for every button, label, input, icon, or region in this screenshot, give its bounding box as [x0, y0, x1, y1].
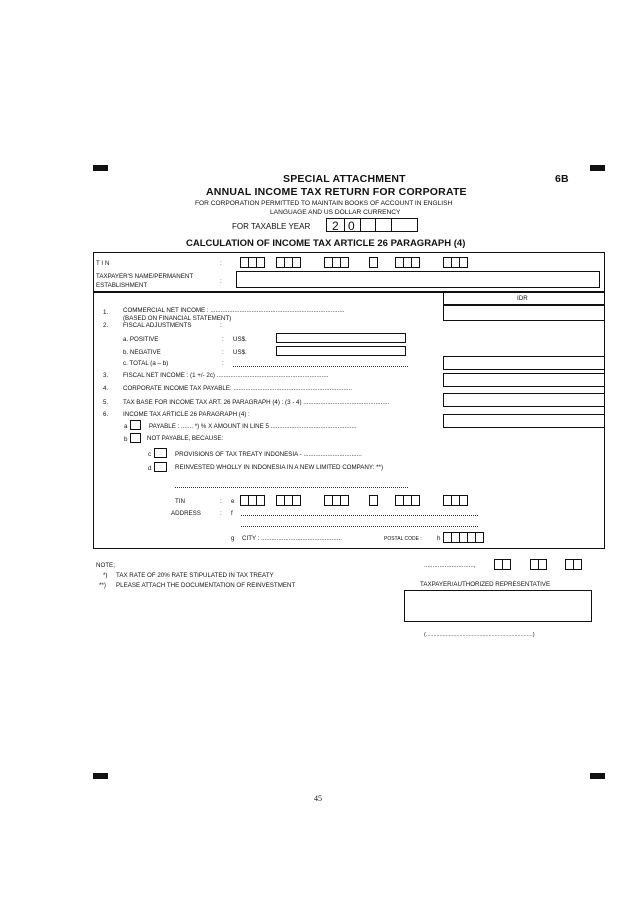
tin-cells[interactable]	[395, 257, 419, 268]
note-2-mark: **)	[99, 582, 106, 589]
company-tin-cells[interactable]	[443, 495, 467, 506]
negative-currency: US$.	[233, 349, 247, 356]
letter-g: g	[231, 535, 235, 542]
name-colon: :	[220, 278, 222, 285]
currency-header: IDR	[517, 295, 528, 302]
option-c-checkbox[interactable]	[154, 448, 167, 458]
year-digit-2: 0	[348, 219, 355, 233]
company-address-colon: :	[220, 510, 222, 517]
positive-currency: US$.	[233, 336, 247, 343]
tin-label: T I N	[96, 260, 110, 267]
negative-colon: :	[222, 349, 224, 356]
tax-base-label: TAX BASE FOR INCOME TAX ART. 26 PARAGRAPH (4) : (3 - 4) ..................................................	[123, 399, 390, 406]
fiscal-net-income-label: FISCAL NET INCOME : (1 +/- 2c) .................................................................	[123, 372, 329, 379]
note-2-text: PLEASE ATTACH THE DOCUMENTATION OF REINVESTMENT	[116, 582, 296, 589]
address-dotted-line-2	[241, 526, 478, 527]
form-note-line-1: FOR CORPORATION PERMITTED TO MAINTAIN BOOKS OF ACCOUNT IN ENGLISH	[195, 200, 453, 207]
tin-cells[interactable]	[369, 257, 377, 268]
item-number-5: 5.	[103, 399, 109, 406]
tin-cells[interactable]	[324, 257, 348, 268]
company-tin-cells[interactable]	[369, 495, 377, 506]
item-number-6: 6.	[103, 411, 109, 418]
form-subtitle: ANNUAL INCOME TAX RETURN FOR CORPORATE	[206, 186, 467, 198]
company-tin-cells[interactable]	[395, 495, 419, 506]
city-label: CITY : ...............................................	[242, 535, 342, 542]
postal-code-cells[interactable]	[443, 532, 483, 543]
positive-colon: :	[222, 336, 224, 343]
note-1-mark: *)	[103, 572, 108, 579]
note-heading: NOTE;	[96, 562, 115, 569]
option-b-letter: b	[124, 436, 128, 443]
article-26-label: INCOME TAX ARTICLE 26 PARAGRAPH (4) :	[123, 411, 250, 418]
item-number-1: 1.	[103, 309, 109, 316]
year-digit-1: 2	[332, 219, 339, 233]
company-name-dotted-line	[175, 487, 408, 488]
registration-mark-top-left	[93, 165, 108, 171]
commercial-net-income-label: COMMERCIAL NET INCOME : ..............................................................................	[123, 307, 345, 314]
option-d-checkbox[interactable]	[154, 462, 167, 472]
positive-amount-field[interactable]	[276, 333, 406, 343]
tin-cells[interactable]	[276, 257, 300, 268]
option-a-letter: a	[124, 423, 128, 430]
fiscal-adjustments-colon: :	[220, 322, 222, 329]
note-1-text: TAX RATE OF 20% RATE STIPULATED IN TAX TREATY	[116, 572, 274, 579]
registration-mark-bottom-left	[93, 773, 108, 779]
negative-label: b. NEGATIVE	[123, 349, 161, 356]
page-number: 45	[314, 794, 322, 803]
letter-e: e	[231, 498, 235, 505]
amount-field-1[interactable]	[443, 305, 605, 321]
positive-label: a. POSITIVE	[123, 336, 159, 343]
option-d-letter: d	[148, 465, 152, 472]
tin-cells[interactable]	[443, 257, 467, 268]
total-label: c. TOTAL (a – b)	[123, 360, 169, 367]
address-dotted-line-1	[241, 515, 478, 516]
form-title: SPECIAL ATTACHMENT	[283, 173, 406, 185]
company-address-label: ADDRESS	[171, 510, 201, 517]
company-tin-cells[interactable]	[276, 495, 300, 506]
taxable-year-field[interactable]	[326, 218, 418, 232]
payable-label: PAYABLE : ....... *) % X AMOUNT IN LINE 5 ..................................................	[149, 423, 357, 430]
postal-code-label: POSTAL CODE :	[384, 536, 422, 542]
not-payable-label: NOT PAYABLE, BECAUSE:	[147, 435, 224, 442]
taxpayer-name-field[interactable]	[236, 271, 600, 288]
tin-colon: :	[220, 260, 222, 267]
calculation-title: CALCULATION OF INCOME TAX ARTICLE 26 PARAGRAPH (4)	[186, 238, 466, 249]
amount-field-6a[interactable]	[443, 414, 605, 428]
letter-f: f	[231, 510, 233, 517]
option-c-letter: c	[148, 451, 152, 458]
negative-amount-field[interactable]	[276, 346, 406, 356]
amount-field-4[interactable]	[443, 373, 605, 387]
commercial-net-income-note: (BASED ON FINANCIAL STATEMENT)	[123, 315, 232, 322]
item-number-4: 4.	[103, 385, 109, 392]
signature-name-line: (......................................................................)	[424, 632, 535, 638]
amount-field-5[interactable]	[443, 393, 605, 407]
item-number-2: 2.	[103, 322, 109, 329]
total-colon: :	[222, 360, 224, 367]
company-tin-label: TIN	[175, 498, 185, 505]
total-dotted-line	[233, 366, 408, 367]
item-number-3: 3.	[103, 372, 109, 379]
tin-cells[interactable]	[240, 257, 264, 268]
letter-h: h	[437, 535, 441, 542]
company-tin-cells[interactable]	[240, 495, 264, 506]
form-code: 6B	[555, 173, 569, 185]
form-note-line-2: LANGUAGE AND US DOLLAR CURRENCY	[270, 209, 401, 216]
date-cells-day[interactable]	[494, 559, 510, 570]
company-tin-cells[interactable]	[324, 495, 348, 506]
corporate-income-tax-label: CORPORATE INCOME TAX PAYABLE: .....................................................................	[123, 385, 352, 392]
signature-field[interactable]	[404, 590, 592, 622]
taxpayer-name-label-2: ESTABLISHMENT	[96, 282, 148, 289]
signer-label: TAXPAYER/AUTHORIZED REPRESENTATIVE	[420, 581, 551, 588]
date-cells-month[interactable]	[530, 559, 546, 570]
fiscal-adjustments-label: FISCAL ADJUSTMENTS	[123, 322, 192, 329]
taxable-year-label: FOR TAXABLE YEAR	[232, 222, 311, 231]
company-tin-colon: :	[220, 498, 222, 505]
option-a-checkbox[interactable]	[130, 420, 141, 430]
tax-treaty-label: PROVISIONS OF TAX TREATY INDONESIA - ..................................	[175, 451, 362, 458]
taxpayer-name-label: TAXPAYER'S NAME/PERMANENT	[96, 273, 194, 280]
registration-mark-top-right	[590, 165, 605, 171]
option-b-checkbox[interactable]	[130, 433, 141, 443]
date-cells-year[interactable]	[565, 559, 581, 570]
reinvested-label: REINVESTED WHOLLY IN INDONESIA IN A NEW LIMITED COMPANY: **)	[175, 464, 384, 471]
amount-field-3[interactable]	[443, 356, 605, 370]
registration-mark-bottom-right	[590, 773, 605, 779]
date-place-dots: .............................,	[424, 562, 476, 569]
